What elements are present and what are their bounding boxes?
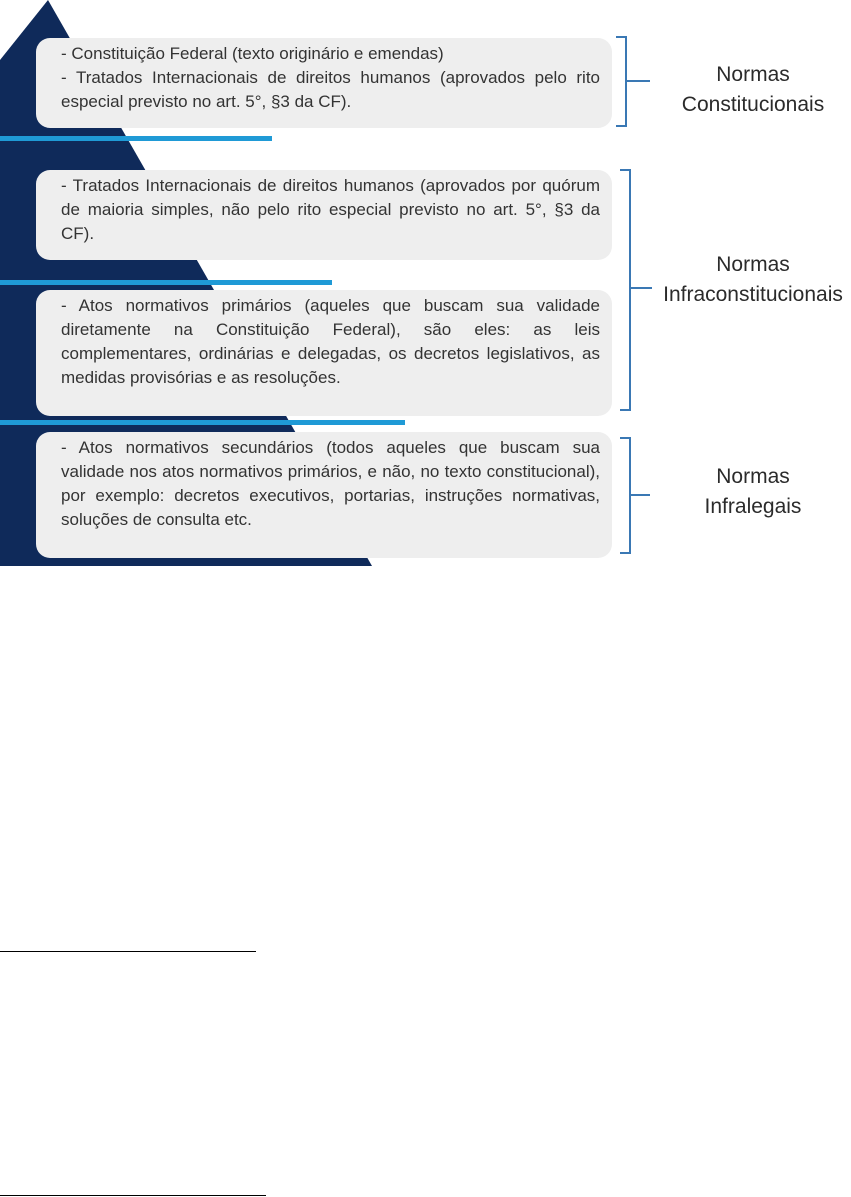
level-box-atos-primarios bbox=[36, 290, 612, 416]
level-text: - Atos normativos primários (aqueles que buscam sua validade diretamente na Constituição Federal), são eles: as leis complementares, ordinárias e delegadas, os decretos legislativos, as medidas provisórias e as resoluções. bbox=[61, 296, 600, 387]
level-text: - Tratados Internacionais de direitos humanos (aprovados pelo rito especial previsto no art. 5°, §3 da CF). bbox=[61, 68, 600, 111]
level-box-tratados-maioria-simples bbox=[36, 170, 612, 260]
level-separator bbox=[0, 420, 405, 425]
footnote-divider bbox=[0, 951, 256, 952]
level-text: - Constituição Federal (texto originário e emendas) bbox=[61, 44, 444, 63]
level-separator bbox=[0, 280, 332, 285]
group-label-infraconstitucionais: Normas Infraconstitucionais bbox=[663, 253, 843, 306]
level-text: - Atos normativos secundários (todos aqueles que buscam sua validade nos atos normativos primários, e não, no texto constitucional), por exemplo: decretos executivos, portarias, instruções normativas, soluções de consulta etc. bbox=[61, 438, 600, 529]
level-box-atos-secundarios bbox=[36, 432, 612, 558]
level-separator bbox=[0, 136, 272, 141]
bracket-constitucionais bbox=[616, 37, 650, 126]
level-box-constitucionais bbox=[36, 38, 612, 128]
bracket-infralegais bbox=[620, 438, 650, 553]
footnote-divider bbox=[0, 1195, 266, 1196]
bracket-infraconstitucionais bbox=[620, 170, 652, 410]
group-label-constitucionais: Normas Constitucionais bbox=[681, 63, 825, 116]
group-label-infralegais: Normas Infralegais bbox=[704, 465, 802, 518]
level-text: - Tratados Internacionais de direitos humanos (aprovados por quórum de maioria simples, não pelo rito especial previsto no art. 5°, §3 da CF). bbox=[61, 176, 600, 243]
